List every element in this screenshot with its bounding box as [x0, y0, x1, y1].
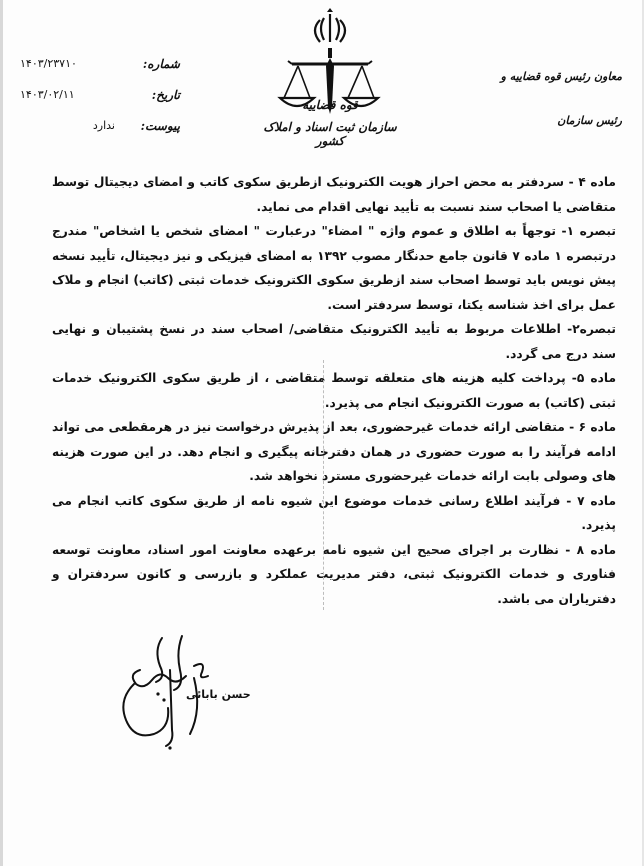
signer-name: حسن بابائی — [186, 688, 251, 701]
meta-number-label: شماره: — [142, 56, 180, 71]
meta-date-row — [20, 79, 180, 110]
letter-body — [52, 170, 616, 611]
letter-meta — [20, 48, 180, 141]
page-edge-shadow — [0, 0, 3, 866]
meta-date-value: ۱۴۰۳/۰۲/۱۱ — [20, 88, 75, 101]
organization-judiciary: قوه قضاییه — [302, 98, 358, 112]
article-8: ماده ۸ - نظارت بر اجرای صحیح این شیوه نامه برعهده معاونت امور اسناد، معاونت توسعه فناوری و خدمات الکترونیک ثبتی، دفتر مدیریت عملکرد و بازرسی و کانون سردفتران و دفتریاران می باشد. — [52, 542, 616, 606]
meta-date-label: تاریخ: — [151, 87, 180, 102]
article-6: ماده ۶ - متقاضی ارائه خدمات غیرحضوری، بعد از پذیرش درخواست نیز در هرمقطعی می تواند ادامه فرآیند را به صورت حضوری در همان دفترخانه پیگیری و انجام دهد. در این صورت هزینه های وصولی بابت ارائه خدمات غیرحضوری مسترد نخواهد شد. — [52, 420, 616, 483]
article-7: ماده ۷ - فرآیند اطلاع رسانی خدمات موضوع این شیوه نامه از طریق سکوی کاتب انجام می پذیرد. — [52, 493, 616, 532]
organization-registry: سازمان ثبت اسناد و املاک کشور — [263, 120, 397, 148]
article-5: ماده ۵- پرداخت کلیه هزینه های متعلقه توسط متقاضی ، از طریق سکوی الکترونیک خدمات ثبتی (کاتب) به صورت الکترونیک انجام می پذیرد. — [52, 371, 616, 410]
recipient-block — [482, 70, 622, 158]
meta-attachment-row — [20, 110, 180, 141]
meta-number-value: ۱۴۰۳/۲۳۷۱۰ — [20, 57, 77, 70]
article-4-note-1: تبصره ۱- توجهاً به اطلاق و عموم واژه " امضاء" درعبارت " امضای شخص یا اشخاص" مندرج درتبصره ۱ ماده ۷ قانون جامع حدنگار مصوب ۱۳۹۲ به امضای فیزیکی و نیز دیجیتال، تأیید نسخه پیش نویس باید توسط اصحاب سند ازطریق سکوی الکترونیک خدمات ثبتی (کاتب) انجام و ملاک عمل برای اخذ شناسه یکتا، توسط سردفتر است. — [52, 224, 616, 312]
article-4: ماده ۴ - سردفتر به محض احراز هویت الکترونیک ازطریق سکوی کاتب و امضای دیجیتال توسط متقاضی یا اصحاب سند نسبت به تأیید نهایی اقدام می نماید. — [52, 175, 616, 214]
recipient-line-1: معاون رئیس قوه قضاییه و — [500, 70, 622, 83]
meta-attachment-label: پیوست: — [140, 118, 180, 133]
meta-number-row — [20, 48, 180, 79]
article-4-note-2: تبصره۲- اطلاعات مربوط به تأیید الکترونیک متقاضی/ اصحاب سند در نسخ پشتیبان و نهایی سند درج می گردد. — [52, 322, 616, 361]
recipient-line-2: رئیس سازمان — [557, 114, 622, 127]
paper-fold-line — [323, 360, 324, 610]
meta-attachment-value: ندارد — [92, 119, 115, 132]
